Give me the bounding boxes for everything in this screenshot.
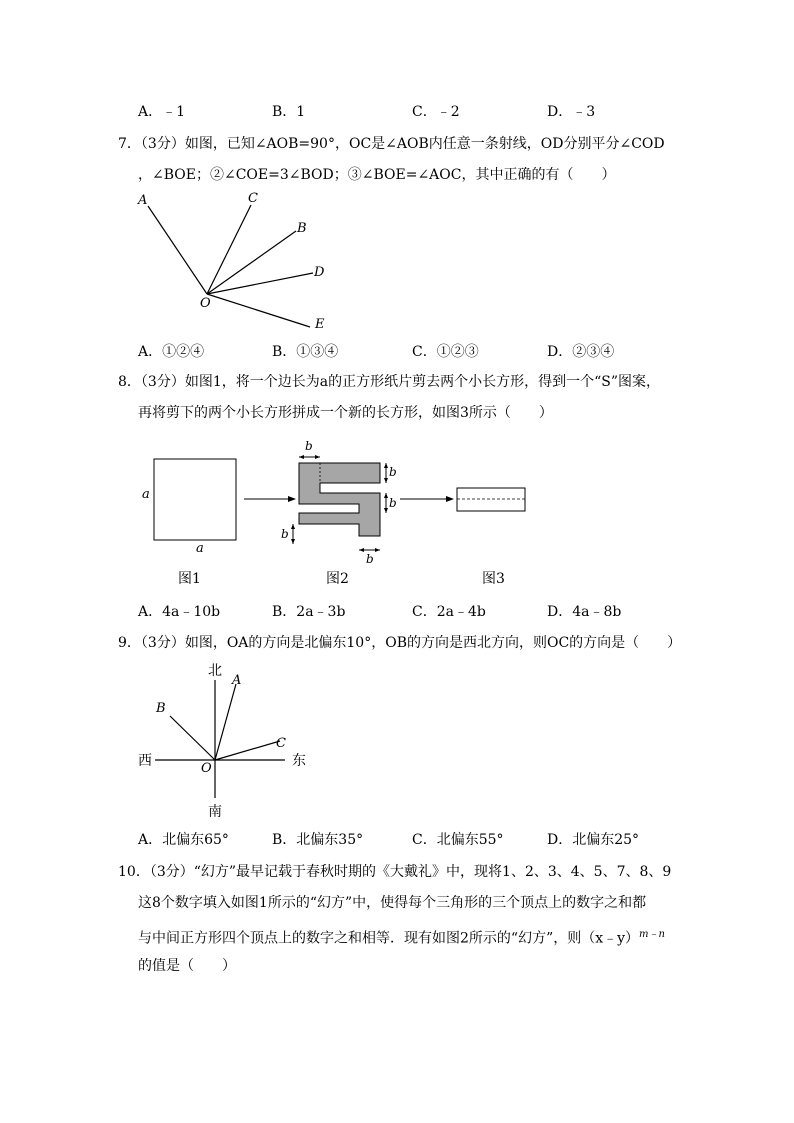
ray-oc	[207, 205, 251, 294]
arrow-1-head	[288, 496, 296, 502]
ray-oc	[215, 741, 280, 760]
q8-option-b: B．2a﹣3b	[272, 604, 346, 620]
label-c: C	[248, 191, 258, 206]
fig2-label-b-right1: b	[389, 465, 397, 479]
ray-od	[207, 273, 313, 294]
label-a: A	[232, 673, 242, 688]
fig1-square	[154, 459, 236, 540]
label-b: B	[156, 701, 166, 716]
q10-stem-line3-text: 与中间正方形四个顶点上的数字之和相等．现有如图2所示的“幻方”，则（x﹣y）	[138, 930, 640, 947]
q8-figure	[130, 436, 550, 586]
q9-option-c: C．北偏东55°	[412, 832, 504, 848]
q7-option-d: D．②③④	[547, 344, 615, 360]
fig2-label-b-left: b	[281, 527, 289, 541]
fig3-rectangle	[457, 488, 525, 511]
q7-angle-figure	[130, 186, 340, 336]
fig2-s-shape	[299, 463, 380, 536]
q6-option-a: A．﹣1	[138, 104, 186, 120]
label-b: B	[297, 221, 307, 236]
fig2-label-b-right2: b	[389, 496, 397, 510]
q8-caption-fig1: 图1	[178, 571, 201, 587]
q7-stem-line1: 7．（3分）如图，已知∠AOB=90°，OC是∠AOB内任意一条射线，OD分别平分∠COD	[118, 136, 665, 152]
label-south: 南	[208, 804, 222, 820]
label-west: 西	[138, 753, 152, 769]
q7-option-a: A．①②④	[138, 344, 205, 360]
arrow-2-head	[446, 496, 454, 502]
q9-stem-line1: 9．（3分）如图，OA的方向是北偏东10°，OB的方向是西北方向，则OC的方向是（ ）	[118, 635, 682, 651]
q7-stem-line2: ，∠BOE；②∠COE=3∠BOD；③∠BOE=∠AOC，其中正确的有（ ）	[138, 167, 616, 183]
q8-caption-fig3: 图3	[482, 571, 505, 587]
label-d: D	[314, 265, 325, 280]
fig1-label-a-bottom: a	[196, 541, 204, 556]
label-a: A	[138, 193, 148, 208]
q9-option-a: A．北偏东65°	[138, 832, 229, 848]
q10-stem-line4: 的值是（ ）	[138, 958, 236, 974]
q9-option-d: D．北偏东25°	[547, 832, 640, 848]
q6-option-d: D．﹣3	[547, 104, 596, 120]
q8-stem-line1: 8．（3分）如图1，将一个边长为a的正方形纸片剪去两个小长方形，得到一个“S”图案，	[118, 374, 660, 390]
q8-option-d: D．4a﹣8b	[547, 604, 622, 620]
q7-option-b: B．①③④	[272, 344, 339, 360]
ray-oa	[148, 206, 207, 294]
q9-option-b: B．北偏东35°	[272, 832, 364, 848]
label-e: E	[315, 317, 325, 332]
label-north: 北	[208, 663, 222, 679]
q6-option-c: C．﹣2	[412, 104, 460, 120]
q8-option-c: C．2a﹣4b	[412, 604, 486, 620]
fig1-label-a-side: a	[142, 487, 150, 502]
q8-option-a: A．4a﹣10b	[138, 604, 221, 620]
q10-exponent: m﹣n	[639, 929, 665, 940]
ray-ob	[207, 231, 296, 294]
q6-option-b: B．1	[272, 104, 306, 120]
fig2-label-b-bottom: b	[366, 552, 374, 566]
q7-option-c: C．①②③	[412, 344, 479, 360]
q9-compass-figure	[130, 660, 330, 820]
label-c: C	[276, 736, 286, 751]
label-east: 东	[292, 753, 306, 769]
ray-ob	[170, 716, 215, 760]
q10-stem-line2: 这8个数字填入如图1所示的“幻方”中，使得每个三角形的三个顶点上的数字之和都	[138, 895, 647, 911]
ray-oa	[215, 684, 236, 760]
ray-oe	[207, 294, 310, 327]
label-o: O	[200, 296, 211, 311]
q10-stem-line1: 10．（3分）“幻方”最早记载于春秋时期的《大戴礼》中，现将1、2、3、4、5、7、8、9	[118, 864, 672, 880]
fig2-label-b-top: b	[305, 439, 313, 453]
q8-stem-line2: 再将剪下的两个小长方形拼成一个新的长方形，如图3所示（ ）	[138, 405, 553, 421]
label-o: O	[201, 761, 212, 776]
q10-stem-line3	[138, 927, 665, 947]
q8-caption-fig2: 图2	[326, 571, 349, 587]
